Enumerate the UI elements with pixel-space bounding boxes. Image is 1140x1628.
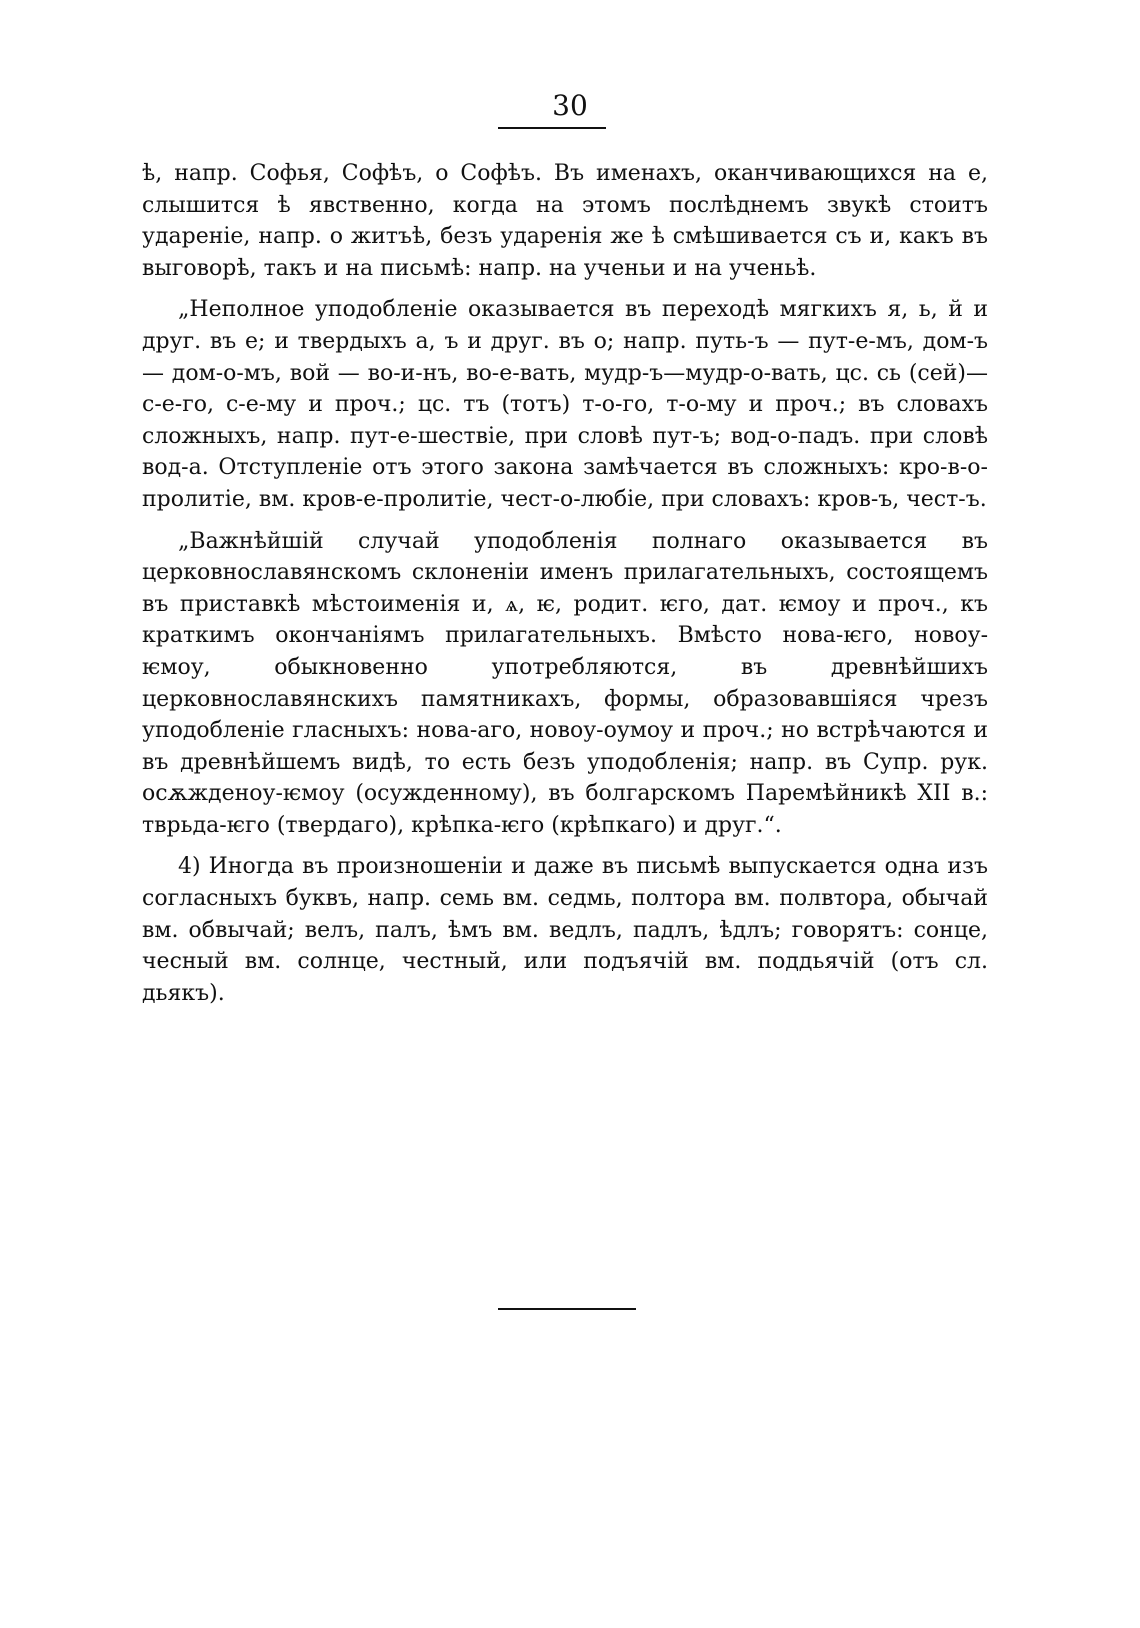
paragraph-partial-assimilation: „Неполное уподобленіе оказывается въ переходѣ мягкихъ я, ь, й и друг. въ е; и твердыхъ а, ъ и друг. въ о; напр. путь-ъ — пут-е-мъ, дом-ъ — дом-о-мъ, вой — во-и-нъ, во-е-вать, мудр-ъ—мудр-о-вать, цс. сь (сей)—с-е-го, с-е-му и проч.; цс. тъ (тотъ) т-о-го, т-о-му и проч.; въ словахъ сложныхъ, напр. пут-е-шествіе, при словѣ пут-ъ; вод-о-падъ. при словѣ вод-а. Отступленіе отъ этого закона замѣчается въ сложныхъ: кро-в-о-пролитіе, вм. кров-е-пролитіе, чест-о-любіе, при словахъ: кров-ъ, чест-ъ. <box>142 297 988 512</box>
paragraph-full-assimilation: „Важнѣйшій случай уподобленія полнаго оказывается въ церковнославянскомъ склоненіи именъ прилагательныхъ, состоящемъ въ приставкѣ мѣстоименія и, ѧ, ѥ, родит. ѥго, дат. ѥмоу и проч., къ краткимъ окончаніямъ прилагательныхъ. Вмѣсто нова-ѥго, новоу-ѥмоу, обыкновенно употребляются, въ древнѣйшихъ церковнославянскихъ памятникахъ, формы, образовавшіяся чрезъ уподобленіе гласныхъ: нова-аго, новоу-оумоу и проч.; но встрѣчаются и въ древнѣйшемъ видѣ, то есть безъ уподобленія; напр. въ Супр. рук. осѫжденоу-ѥмоу (осужденному), въ болгарскомъ Паремѣйникѣ XII в.: тврьда-ѥго (твердаго), крѣпка-ѥго (крѣпкаго) и друг.“. <box>142 528 988 838</box>
paragraph-continuation: ѣ, напр. Софья, Софѣъ, о Софѣъ. Въ именахъ, оканчивающихся на е, слышится ѣ явственно, когда на этомъ послѣднемъ звукѣ стоитъ удареніе, напр. о житъѣ, безъ ударенія же ѣ смѣшивается съ и, какъ въ выговорѣ, такъ и на письмѣ: напр. на ученьи и на ученьѣ. <box>142 161 988 281</box>
page-number-underline <box>498 127 606 129</box>
page-number: 30 <box>552 89 588 122</box>
paragraph-consonant-omission: 4) Иногда въ произношеніи и даже въ письмѣ выпускается одна изъ согласныхъ буквъ, напр. семь вм. седмь, полтора вм. полвтора, обычай вм. обвычай; велъ, палъ, ѣмъ вм. ведлъ, падлъ, ѣдлъ; говорятъ: сонце, чесный вм. солнце, честный, или подъячій вм. поддьячій (отъ сл. дьякъ). <box>142 854 988 1006</box>
body-text <box>142 158 988 1009</box>
section-end-rule <box>498 1308 636 1310</box>
